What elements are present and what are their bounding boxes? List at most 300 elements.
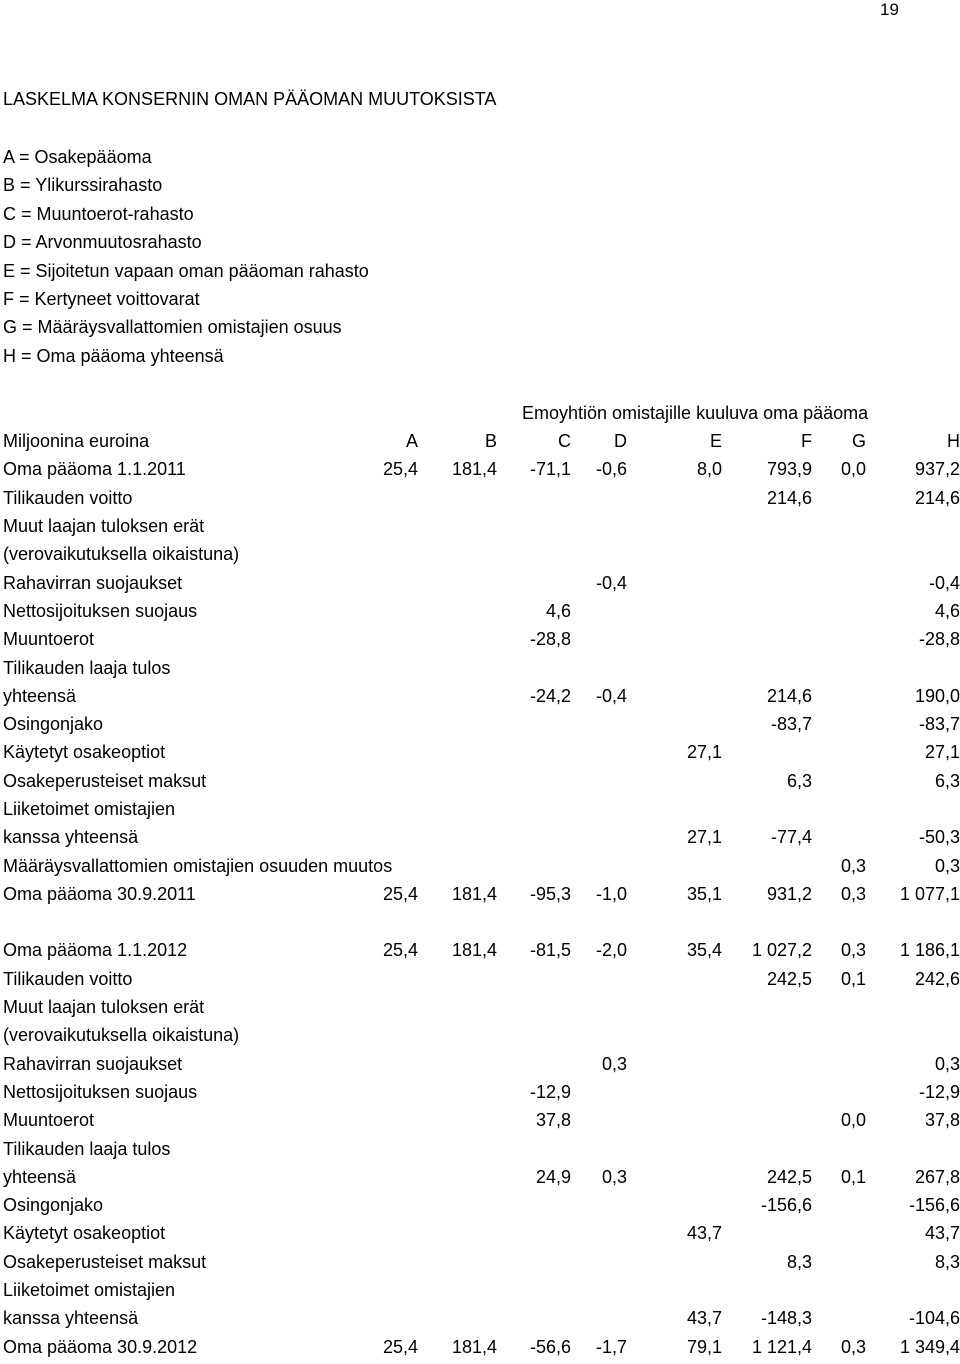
table-row xyxy=(3,1106,960,1134)
row-value-e: 79,1 xyxy=(686,1336,722,1357)
row-value-f xyxy=(722,851,812,879)
row-value-g: 0,1 xyxy=(840,968,866,989)
row-value-f xyxy=(722,1106,812,1134)
row-value-h: 1 349,4 xyxy=(899,1336,960,1357)
row-value-h: 27,1 xyxy=(924,742,960,763)
row-value-d xyxy=(571,484,627,512)
legend-item: G = Määräysvallattomien omistajien osuus xyxy=(3,317,342,338)
row-value-d xyxy=(571,653,627,681)
table-row xyxy=(3,851,960,879)
row-value-g xyxy=(812,1304,866,1332)
row-value-f: 793,9 xyxy=(766,459,812,480)
row-value-b xyxy=(418,1276,497,1304)
row-value-d xyxy=(571,710,627,738)
row-value-h: -104,6 xyxy=(908,1308,960,1329)
row-value-f xyxy=(722,795,812,823)
page-number: 19 xyxy=(880,0,899,19)
row-value-h xyxy=(866,993,960,1021)
row-value-e: 35,1 xyxy=(686,883,722,904)
row-value-g xyxy=(812,1134,866,1162)
row-value-a: 25,4 xyxy=(382,940,418,961)
row-value-e xyxy=(627,1276,722,1304)
row-value-c: -24,2 xyxy=(529,685,571,706)
row-value-d xyxy=(571,1078,627,1106)
table-row xyxy=(3,625,960,653)
row-label: Oma pääoma 1.1.2012 xyxy=(3,940,188,961)
row-value-a xyxy=(350,1050,418,1078)
row-value-e xyxy=(627,1191,722,1219)
row-value-h xyxy=(866,1021,960,1049)
row-value-a xyxy=(350,1304,418,1332)
row-value-d xyxy=(571,1191,627,1219)
row-value-e xyxy=(627,795,722,823)
row-value-f xyxy=(722,1276,812,1304)
row-value-c xyxy=(497,1021,571,1049)
row-label: Muut laajan tuloksen erät xyxy=(3,997,205,1018)
row-value-b: 181,4 xyxy=(451,459,497,480)
row-value-a xyxy=(350,1163,418,1191)
row-value-c: -95,3 xyxy=(529,883,571,904)
row-value-d: -0,4 xyxy=(595,685,627,706)
row-value-g xyxy=(812,767,866,795)
row-label: Tilikauden voitto xyxy=(3,968,133,989)
table-header-row xyxy=(3,427,960,455)
row-value-a: 25,4 xyxy=(382,1336,418,1357)
row-value-b xyxy=(418,965,497,993)
table-row xyxy=(3,540,960,568)
row-value-h xyxy=(866,653,960,681)
row-value-a xyxy=(350,597,418,625)
row-value-b xyxy=(418,512,497,540)
row-value-f xyxy=(722,1021,812,1049)
row-value-f xyxy=(722,568,812,596)
row-value-h: 4,6 xyxy=(934,600,960,621)
row-value-f: 1 027,2 xyxy=(751,940,812,961)
table-row xyxy=(3,908,960,936)
row-value-b xyxy=(418,625,497,653)
row-value-g xyxy=(812,1050,866,1078)
row-value-c xyxy=(497,710,571,738)
row-value-f xyxy=(722,1219,812,1247)
row-label: Nettosijoituksen suojaus xyxy=(3,600,198,621)
row-label: Liiketoimet omistajien xyxy=(3,799,176,819)
row-value-e: 27,1 xyxy=(686,742,722,763)
row-value-h: -83,7 xyxy=(918,714,960,735)
row-value-g xyxy=(812,597,866,625)
row-label: Käytetyt osakeoptiot xyxy=(3,1223,166,1244)
row-value-b xyxy=(418,1248,497,1276)
row-value-h: 1 186,1 xyxy=(899,940,960,961)
row-value-a xyxy=(350,1219,418,1247)
row-value-b xyxy=(418,851,497,879)
row-value-h: 0,3 xyxy=(934,855,960,876)
row-value-c: -28,8 xyxy=(529,629,571,650)
header-col-e: E xyxy=(709,431,722,452)
row-value-a xyxy=(350,1021,418,1049)
row-value-d xyxy=(571,823,627,851)
legend-item: E = Sijoitetun vapaan oman pääoman rahasto xyxy=(3,260,369,281)
row-value-e xyxy=(627,1106,722,1134)
legend-item: H = Oma pääoma yhteensä xyxy=(3,345,224,366)
row-value-b xyxy=(418,682,497,710)
row-value-a xyxy=(350,710,418,738)
row-label: Tilikauden laaja tulos xyxy=(3,657,171,678)
row-value-b xyxy=(418,1021,497,1049)
table-row xyxy=(3,993,960,1021)
row-value-b xyxy=(418,1304,497,1332)
row-label: Osingonjako xyxy=(3,1195,104,1216)
row-value-e: 8,0 xyxy=(696,459,722,480)
table-row xyxy=(3,455,960,483)
table-row xyxy=(3,484,960,512)
row-value-g xyxy=(812,512,866,540)
row-value-e xyxy=(627,625,722,653)
row-value-h: -156,6 xyxy=(908,1195,960,1216)
table-row xyxy=(3,1163,960,1191)
row-value-b xyxy=(418,653,497,681)
row-value-f: 242,5 xyxy=(766,1166,812,1187)
row-value-c xyxy=(497,738,571,766)
row-value-e xyxy=(627,597,722,625)
row-value-h: 8,3 xyxy=(934,1251,960,1272)
row-value-a xyxy=(350,625,418,653)
row-value-g: 0,3 xyxy=(840,1336,866,1357)
row-value-d xyxy=(571,993,627,1021)
row-value-f xyxy=(722,625,812,653)
header-col-a: A xyxy=(405,431,418,452)
row-value-h xyxy=(866,1276,960,1304)
row-value-a xyxy=(350,1106,418,1134)
row-value-f xyxy=(722,993,812,1021)
row-value-c: 4,6 xyxy=(545,600,571,621)
row-value-e xyxy=(627,1134,722,1162)
legend-item: D = Arvonmuutosrahasto xyxy=(3,232,202,253)
row-value-d: -1,0 xyxy=(595,883,627,904)
row-value-g xyxy=(812,823,866,851)
row-value-e xyxy=(627,512,722,540)
row-value-b xyxy=(418,767,497,795)
row-value-e xyxy=(627,965,722,993)
header-col-d: D xyxy=(614,431,627,452)
row-value-g xyxy=(812,993,866,1021)
row-value-c xyxy=(497,908,571,936)
row-value-d xyxy=(571,1021,627,1049)
row-value-g xyxy=(812,795,866,823)
row-value-h: -28,8 xyxy=(918,629,960,650)
row-value-f: 1 121,4 xyxy=(751,1336,812,1357)
row-value-b xyxy=(418,993,497,1021)
row-value-g xyxy=(812,1219,866,1247)
row-label: (verovaikutuksella oikaistuna) xyxy=(3,1025,240,1046)
row-value-d xyxy=(571,1106,627,1134)
legend-item: C = Muuntoerot-rahasto xyxy=(3,203,194,224)
row-value-f: -77,4 xyxy=(770,827,812,848)
row-value-a xyxy=(350,653,418,681)
row-value-e xyxy=(627,1078,722,1106)
row-value-d xyxy=(571,1276,627,1304)
row-label xyxy=(3,908,350,936)
table-row xyxy=(3,1304,960,1332)
row-value-g xyxy=(812,653,866,681)
row-value-a xyxy=(350,965,418,993)
row-value-f: -148,3 xyxy=(760,1308,812,1329)
row-value-b xyxy=(418,823,497,851)
row-value-h: 214,6 xyxy=(914,487,960,508)
row-value-a xyxy=(350,512,418,540)
table-row xyxy=(3,767,960,795)
row-value-h: 6,3 xyxy=(934,770,960,791)
row-value-f: 931,2 xyxy=(766,883,812,904)
row-value-h xyxy=(866,540,960,568)
row-label: (verovaikutuksella oikaistuna) xyxy=(3,544,240,565)
table-row xyxy=(3,823,960,851)
row-value-g xyxy=(812,710,866,738)
row-label: kanssa yhteensä xyxy=(3,1308,139,1329)
row-value-e xyxy=(627,710,722,738)
row-value-e xyxy=(627,993,722,1021)
row-label: Käytetyt osakeoptiot xyxy=(3,742,166,763)
row-value-h xyxy=(866,795,960,823)
row-value-e xyxy=(627,1248,722,1276)
row-value-a xyxy=(350,1191,418,1219)
row-value-b: 181,4 xyxy=(451,1336,497,1357)
row-label: Muuntoerot xyxy=(3,1110,95,1131)
row-value-h: 1 077,1 xyxy=(899,883,960,904)
row-value-c xyxy=(497,484,571,512)
row-value-f: -156,6 xyxy=(760,1195,812,1216)
header-label: Miljoonina euroina xyxy=(3,431,150,452)
row-value-d xyxy=(571,1248,627,1276)
row-value-c xyxy=(497,1050,571,1078)
header-col-g: G xyxy=(851,431,866,452)
row-value-b: 181,4 xyxy=(451,940,497,961)
row-value-h: 37,8 xyxy=(924,1110,960,1131)
row-value-e xyxy=(627,1021,722,1049)
table-row xyxy=(3,682,960,710)
row-value-g xyxy=(812,1021,866,1049)
row-value-f xyxy=(722,908,812,936)
row-value-g xyxy=(812,682,866,710)
table-row xyxy=(3,1021,960,1049)
row-value-g xyxy=(812,908,866,936)
row-value-g: 0,1 xyxy=(840,1166,866,1187)
row-value-b xyxy=(418,1106,497,1134)
row-value-e: 27,1 xyxy=(686,827,722,848)
row-value-e xyxy=(627,1050,722,1078)
row-value-g xyxy=(812,1191,866,1219)
table-row xyxy=(3,1276,960,1304)
table-row xyxy=(3,1134,960,1162)
row-value-c xyxy=(497,1191,571,1219)
legend-item: F = Kertyneet voittovarat xyxy=(3,288,200,309)
row-value-a xyxy=(350,823,418,851)
table-row xyxy=(3,512,960,540)
row-value-d: 0,3 xyxy=(601,1166,627,1187)
row-value-f xyxy=(722,1134,812,1162)
row-value-f: -83,7 xyxy=(770,714,812,735)
row-value-a xyxy=(350,484,418,512)
row-value-a xyxy=(350,1078,418,1106)
row-value-c: 24,9 xyxy=(535,1166,571,1187)
row-value-d: -2,0 xyxy=(595,940,627,961)
document-title: LASKELMA KONSERNIN OMAN PÄÄOMAN MUUTOKSISTA xyxy=(3,89,497,109)
row-label: Osakeperusteiset maksut xyxy=(3,770,207,791)
row-value-e: 35,4 xyxy=(686,940,722,961)
row-value-a xyxy=(350,568,418,596)
table-row xyxy=(3,653,960,681)
row-value-e xyxy=(627,851,722,879)
table-row xyxy=(3,1050,960,1078)
table-row xyxy=(3,965,960,993)
row-value-d xyxy=(571,908,627,936)
row-value-a xyxy=(350,795,418,823)
row-value-b xyxy=(418,568,497,596)
row-value-g: 0,0 xyxy=(840,1110,866,1131)
row-value-g xyxy=(812,1276,866,1304)
row-label: Oma pääoma 1.1.2011 xyxy=(3,459,186,480)
row-value-c: -71,1 xyxy=(529,459,571,480)
legend-item: B = Ylikurssirahasto xyxy=(3,175,163,196)
row-value-c: 37,8 xyxy=(535,1110,571,1131)
row-value-e xyxy=(627,767,722,795)
row-value-d: -1,7 xyxy=(595,1336,627,1357)
row-value-g xyxy=(812,738,866,766)
row-label: Rahavirran suojaukset xyxy=(3,572,183,593)
row-value-c xyxy=(497,1219,571,1247)
row-value-c xyxy=(497,1304,571,1332)
row-value-a xyxy=(350,1276,418,1304)
row-value-d xyxy=(571,512,627,540)
row-label: Tilikauden laaja tulos xyxy=(3,1138,171,1159)
row-label: kanssa yhteensä xyxy=(3,827,139,848)
row-value-g: 0,3 xyxy=(840,855,866,876)
row-value-a xyxy=(350,767,418,795)
row-value-a xyxy=(350,993,418,1021)
row-value-d xyxy=(571,1304,627,1332)
row-value-a xyxy=(350,1134,418,1162)
row-value-c xyxy=(497,993,571,1021)
row-value-e xyxy=(627,1163,722,1191)
row-value-g xyxy=(812,568,866,596)
row-value-h: 43,7 xyxy=(924,1223,960,1244)
table-row xyxy=(3,880,960,908)
row-value-e xyxy=(627,484,722,512)
table-row xyxy=(3,1191,960,1219)
table-row xyxy=(3,1078,960,1106)
table-row xyxy=(3,795,960,823)
row-value-f xyxy=(722,738,812,766)
row-value-b xyxy=(418,597,497,625)
row-value-c xyxy=(497,767,571,795)
row-value-f xyxy=(722,1078,812,1106)
header-col-f: F xyxy=(801,431,812,452)
table-row xyxy=(3,1219,960,1247)
row-value-d xyxy=(571,738,627,766)
row-value-c: -12,9 xyxy=(529,1081,571,1102)
header-col-b: B xyxy=(484,431,497,452)
row-value-h: 190,0 xyxy=(914,685,960,706)
row-value-g xyxy=(812,1248,866,1276)
row-value-d xyxy=(571,625,627,653)
row-value-c xyxy=(497,823,571,851)
row-value-h: -0,4 xyxy=(928,572,960,593)
row-value-d xyxy=(571,851,627,879)
header-col-c: C xyxy=(558,431,571,452)
row-value-b xyxy=(418,1050,497,1078)
row-value-g: 0,0 xyxy=(840,459,866,480)
table-row xyxy=(3,568,960,596)
row-value-b xyxy=(418,1219,497,1247)
table-group-header: Emoyhtiön omistajille kuuluva oma pääoma xyxy=(522,403,869,423)
row-value-c xyxy=(497,1276,571,1304)
row-value-c xyxy=(497,851,571,879)
row-value-a xyxy=(350,738,418,766)
row-value-a: 25,4 xyxy=(382,883,418,904)
row-value-c xyxy=(497,512,571,540)
row-value-h: 937,2 xyxy=(914,459,960,480)
row-label: Liiketoimet omistajien xyxy=(3,1280,176,1301)
row-value-b xyxy=(418,795,497,823)
row-value-c xyxy=(497,965,571,993)
row-value-c xyxy=(497,795,571,823)
header-col-h: H xyxy=(947,431,960,452)
row-value-e xyxy=(627,908,722,936)
row-label: Muuntoerot xyxy=(3,629,95,650)
row-label: yhteensä xyxy=(3,1166,77,1187)
row-value-b xyxy=(418,1134,497,1162)
row-value-d: -0,4 xyxy=(595,572,627,593)
row-value-b xyxy=(418,1191,497,1219)
row-label: Nettosijoituksen suojaus xyxy=(3,1081,198,1102)
row-label: yhteensä xyxy=(3,685,77,706)
row-value-b xyxy=(418,1078,497,1106)
table-row xyxy=(3,710,960,738)
table-row xyxy=(3,738,960,766)
row-value-c xyxy=(497,568,571,596)
row-value-c xyxy=(497,540,571,568)
row-value-d: 0,3 xyxy=(601,1053,627,1074)
row-label: Rahavirran suojaukset xyxy=(3,1053,183,1074)
row-value-b xyxy=(418,540,497,568)
row-value-b xyxy=(418,738,497,766)
row-value-f: 214,6 xyxy=(766,685,812,706)
row-label: Osakeperusteiset maksut xyxy=(3,1251,207,1272)
row-value-c xyxy=(497,1248,571,1276)
row-value-f xyxy=(722,1050,812,1078)
row-value-a xyxy=(350,540,418,568)
table-row xyxy=(3,1248,960,1276)
row-value-a xyxy=(350,1248,418,1276)
row-label: Osingonjako xyxy=(3,714,104,735)
row-value-f xyxy=(722,540,812,568)
row-value-h xyxy=(866,1134,960,1162)
row-value-d: -0,6 xyxy=(595,459,627,480)
row-value-a xyxy=(350,908,418,936)
row-value-d xyxy=(571,1219,627,1247)
row-value-e xyxy=(627,653,722,681)
table-row xyxy=(3,597,960,625)
row-value-c: -81,5 xyxy=(529,940,571,961)
row-value-h: -50,3 xyxy=(918,827,960,848)
row-value-g xyxy=(812,484,866,512)
table-row xyxy=(3,936,960,964)
row-value-a: 25,4 xyxy=(382,459,418,480)
row-value-f: 6,3 xyxy=(786,770,812,791)
row-value-h: 267,8 xyxy=(914,1166,960,1187)
row-value-d xyxy=(571,965,627,993)
column-legend xyxy=(3,146,369,373)
row-label: Määräysvallattomien omistajien osuuden muutos xyxy=(3,855,393,876)
